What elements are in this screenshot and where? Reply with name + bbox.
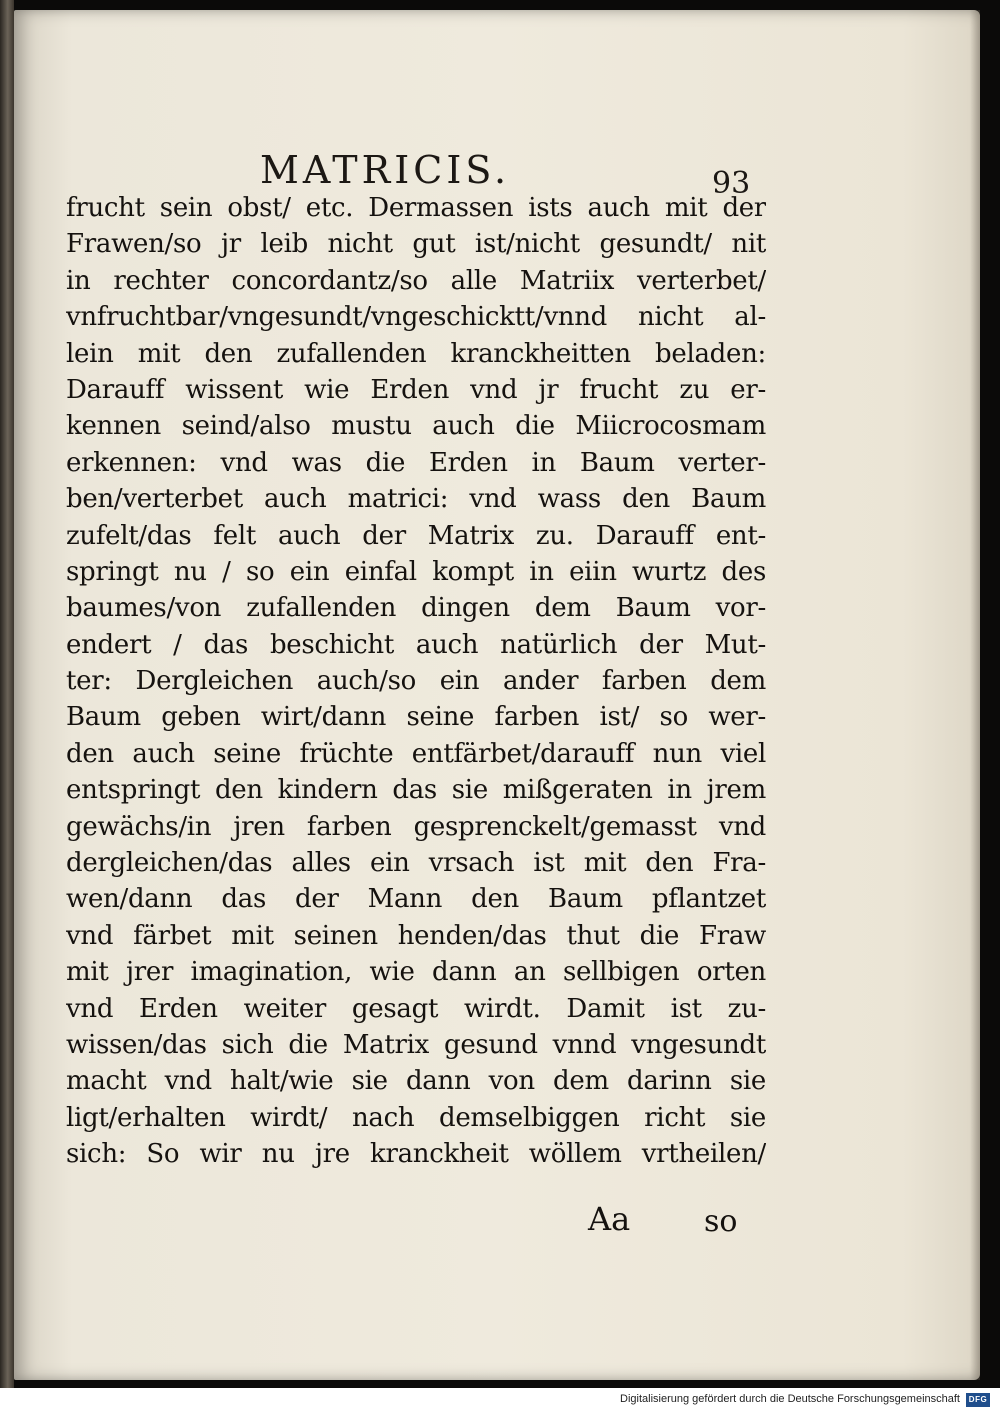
text-line: erkennen: vnd was die Erden in Baum verter- [66,447,766,478]
text-line: ben/verterbet auch matrici: vnd wass den Baum [66,484,766,515]
text-line: baumes/von zufallenden dingen dem Baum vor- [66,593,766,624]
catchword: so [704,1204,738,1239]
text-line: vnd Erden weiter gesagt wirdt. Damit ist zu- [66,993,766,1024]
text-line: sich: So wir nu jre kranckheit wöllem vrtheilen/ [66,1139,766,1170]
page-number: 93 [712,166,751,201]
text-line: vnd färbet mit seinen henden/das thut die Fraw [66,920,766,951]
text-line: entspringt den kindern das sie mißgeraten in jrem [66,775,766,806]
text-line: frucht sein obst/ etc. Dermassen ists auch mit der [66,193,766,223]
footer-bar [0,1388,1000,1415]
text-line: lein mit den zufallenden kranckheitten beladen: [66,338,766,369]
body-text [66,190,766,1173]
text-line: endert / das beschicht auch natürlich der Mut- [66,629,766,660]
text-line: in rechter concordantz/so alle Matriix verterbet/ [66,265,766,296]
text-line: wen/dann das der Mann den Baum pflantzet [66,884,766,915]
text-line: gewächs/in jren farben gesprenckelt/gemasst vnd [66,811,766,842]
text-line: den auch seine früchte entfärbet/darauff nun viel [66,738,766,769]
text-line: macht vnd halt/wie sie dann von dem darinn sie [66,1066,766,1097]
text-line: zufelt/das felt auch der Matrix zu. Darauff ent- [66,520,766,551]
text-line: ligt/erhalten wirdt/ nach demselbiggen richt sie [66,1102,766,1133]
text-line: springt nu / so ein einfal kompt in eiin wurtz des [66,556,766,587]
text-line: Baum geben wirt/dann seine farben ist/ so wer- [66,702,766,733]
text-line: Darauff wissent wie Erden vnd jr frucht zu er- [66,374,766,405]
book-binding-edge [0,0,14,1388]
signature-mark: Aa [588,1200,631,1238]
text-line: wissen/das sich die Matrix gesund vnnd vngesundt [66,1029,766,1060]
text-line: ter: Dergleichen auch/so ein ander farben dem [66,666,766,697]
page-edge-shadow [970,10,980,1380]
text-line: vnfruchtbar/vngesundt/vngeschicktt/vnnd nicht al- [66,302,766,333]
running-head: MATRICIS. [260,148,511,192]
text-line: Frawen/so jr leib nicht gut ist/nicht gesundt/ nit [66,229,766,260]
funding-credit: Digitalisierung gefördert durch die Deutsche Forschungsgemeinschaft [620,1393,960,1405]
text-line: mit jrer imagination, wie dann an sellbigen orten [66,957,766,988]
text-line: kennen seind/also mustu auch die Miicrocosmam [66,411,766,442]
dfg-logo: DFG [966,1393,990,1407]
text-line: dergleichen/das alles ein vrsach ist mit den Fra- [66,848,766,879]
